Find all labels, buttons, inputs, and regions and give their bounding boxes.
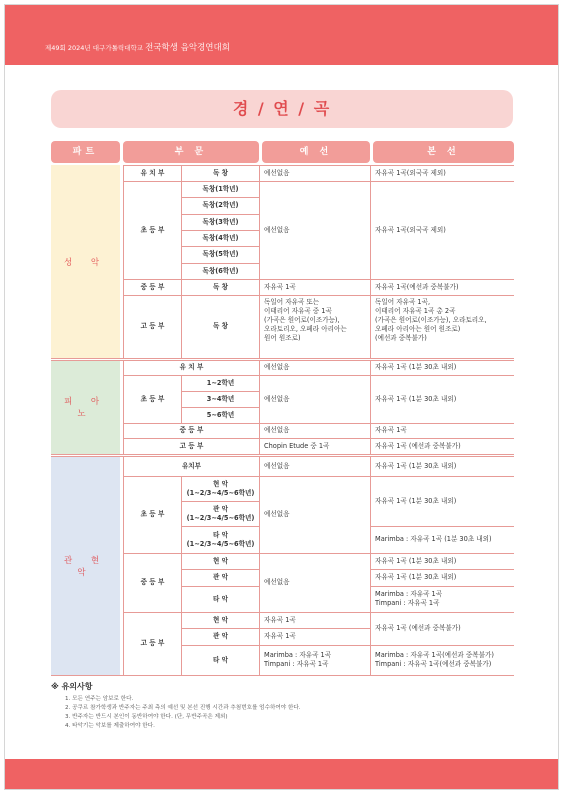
- piano-kinder-prelim: 예선없음: [259, 360, 370, 375]
- vocal-elem-final: 자유곡 1곡(외국곡 제외): [370, 181, 514, 279]
- orch-high-final-perc: Marimba : 자유곡 1곡(예선과 중복불가) Timpani : 자유곡 1곡(예선과 중복불가): [370, 645, 514, 675]
- header-category: 부 문: [123, 141, 259, 163]
- vocal-elem-div: 초 등 부: [123, 181, 181, 279]
- orch-middle-perc: 타 악: [181, 586, 259, 612]
- orch-high-strings: 현 악: [181, 612, 259, 628]
- note-item: 1. 모든 연주는 암보로 한다.: [65, 696, 134, 702]
- grid-line: [181, 214, 259, 215]
- orch-elem-prelim: 예선없음: [259, 476, 370, 553]
- grid-line: [181, 407, 259, 408]
- vocal-kinder-sub: 독 창: [181, 165, 259, 181]
- note-item: 2. 공쿠르 참가학생과 반주자는 주최 측의 예선 및 본선 진행 시간과 추첨번호를 엄수하여야 한다.: [65, 705, 301, 711]
- orch-elem-perc: 타 악 (1~2/3~4/5~6학년): [181, 526, 259, 553]
- note-item: 3. 반주자는 반드시 본인이 동반하여야 한다. (단, 무반주곡은 제외): [65, 714, 228, 720]
- piano-middle-final: 자유곡 1곡: [370, 423, 514, 438]
- notes-section: [51, 681, 521, 731]
- vocal-high-final: 독일어 자유곡 1곡, 이태리어 자유곡 1곡 총 2곡 (가곡은 원어로(이조가능), 오라토리오, 오페라 아리아는 원어 원조로) (예선과 중복불가): [370, 295, 514, 358]
- orch-high-perc: 타 악: [181, 645, 259, 675]
- vocal-middle-sub: 독 창: [181, 279, 259, 295]
- orch-high-prelim-w: 자유곡 1곡: [259, 628, 370, 645]
- grid-line: [123, 553, 514, 554]
- orch-high-final-sw: 자유곡 1곡 (예선과 중복불가): [370, 612, 514, 645]
- orch-middle-final-w: 자유곡 1곡 (1분 30초 내외): [370, 569, 514, 586]
- vocal-middle-final: 자유곡 1곡(예선과 중복불가): [370, 279, 514, 295]
- banner-title: 제49회 2024년 대구가톨릭대학교 전국학생 음악경연대회: [45, 43, 230, 53]
- header-part: 파트: [51, 141, 120, 163]
- footer-banner: [5, 759, 558, 789]
- grid-line: [123, 612, 514, 613]
- grid-line: [123, 165, 514, 166]
- piano-elem-prelim: 예선없음: [259, 375, 370, 423]
- vocal-elem-prelim: 예선없음: [259, 181, 370, 279]
- grid-line: [51, 456, 514, 457]
- grid-line: [181, 526, 259, 527]
- vocal-kinder-div: 유 치 부: [123, 165, 181, 181]
- piano-middle-div: 중 등 부: [123, 423, 259, 438]
- orch-high-prelim-perc: Marimba : 자유곡 1곡 Timpani : 자유곡 1곡: [259, 645, 370, 675]
- orch-high-winds: 관 악: [181, 628, 259, 645]
- grid-line: [51, 360, 514, 361]
- vocal-elem-grade: 독창(5학년): [181, 246, 259, 263]
- grid-line: [123, 438, 514, 439]
- note-item: 4. 타악기는 악보를 제출하여야 한다.: [65, 723, 155, 729]
- piano-elem-final: 자유곡 1곡 (1분 30초 내외): [370, 375, 514, 423]
- orch-elem-div: 초 등 부: [123, 476, 181, 553]
- piano-high-div: 고 등 부: [123, 438, 259, 454]
- vocal-high-div: 고 등 부: [123, 295, 181, 358]
- grid-line: [181, 569, 259, 570]
- orch-middle-prelim: 예선없음: [259, 553, 370, 612]
- grid-line: [123, 476, 514, 477]
- grid-line: [181, 628, 370, 629]
- grid-line: [51, 675, 514, 676]
- vocal-middle-div: 중 등 부: [123, 279, 181, 295]
- page: [4, 4, 559, 790]
- notes-title: ※ 유의사항: [51, 682, 93, 691]
- grid-line: [181, 391, 259, 392]
- orch-kinder-prelim: 예선없음: [259, 456, 370, 476]
- grid-line: [51, 454, 514, 455]
- piano-high-prelim: Chopin Etude 중 1곡: [259, 438, 370, 454]
- orch-kinder-final: 자유곡 1곡 (1분 30초 내외): [370, 456, 514, 476]
- section-piano: 피 아 노: [51, 360, 120, 454]
- piano-kinder-final: 자유곡 1곡 (1분 30초 내외): [370, 360, 514, 375]
- header-banner: [5, 5, 558, 65]
- grid-line: [370, 526, 514, 527]
- grid-line: [370, 569, 514, 570]
- grid-line: [181, 246, 259, 247]
- grid-line: [123, 375, 514, 376]
- orch-middle-winds: 관 악: [181, 569, 259, 586]
- vocal-kinder-final: 자유곡 1곡(외국곡 제외): [370, 165, 514, 181]
- section-orch: 관 현 악: [51, 456, 120, 675]
- orch-elem-final-perc: Marimba : 자유곡 1곡 (1분 30초 내외): [370, 526, 514, 553]
- grid-line: [123, 181, 514, 182]
- vocal-elem-grade: 독창(1학년): [181, 181, 259, 197]
- section-vocal: 성 악: [51, 165, 120, 358]
- grid-line: [181, 501, 259, 502]
- piano-elem-grade: 5~6학년: [181, 407, 259, 423]
- vocal-elem-grade: 독창(6학년): [181, 263, 259, 279]
- vocal-kinder-prelim: 예선없음: [259, 165, 370, 181]
- grid-line: [123, 295, 514, 296]
- grid-line: [181, 197, 259, 198]
- orch-elem-final-sw: 자유곡 1곡 (1분 30초 내외): [370, 476, 514, 526]
- orch-middle-strings: 현 악: [181, 553, 259, 569]
- piano-elem-grade: 1~2학년: [181, 375, 259, 391]
- vocal-middle-prelim: 자유곡 1곡: [259, 279, 370, 295]
- orch-middle-div: 중 등 부: [123, 553, 181, 612]
- orch-middle-final-s: 자유곡 1곡 (1분 30초 내외): [370, 553, 514, 569]
- grid-line: [181, 230, 259, 231]
- grid-line: [123, 423, 514, 424]
- vocal-elem-grade: 독창(2학년): [181, 197, 259, 214]
- grid-line: [123, 279, 514, 280]
- piano-elem-grade: 3~4학년: [181, 391, 259, 407]
- piano-elem-div: 초 등 부: [123, 375, 181, 423]
- vocal-high-prelim: 독일어 자유곡 또는 이태리어 자유곡 중 1곡 (가곡은 원어로(이조가능), 오라토리오, 오페라 아리아는 원어 원조로): [259, 295, 370, 358]
- header-prelim: 예 선: [262, 141, 370, 163]
- header-final: 본 선: [373, 141, 514, 163]
- grid-line: [181, 263, 259, 264]
- orch-elem-winds: 관 악 (1~2/3~4/5~6학년): [181, 501, 259, 526]
- vocal-high-sub: 독 창: [181, 295, 259, 358]
- orch-high-div: 고 등 부: [123, 612, 181, 675]
- grid-line: [370, 586, 514, 587]
- orch-elem-strings: 현 악 (1~2/3~4/5~6학년): [181, 476, 259, 501]
- page-title: 경 / 연 / 곡: [232, 99, 332, 118]
- vocal-elem-grade: 독창(3학년): [181, 214, 259, 230]
- grid-line: [51, 358, 514, 359]
- piano-high-final: 자유곡 1곡 (예선과 중복불가): [370, 438, 514, 454]
- piano-middle-prelim: 예선없음: [259, 423, 370, 438]
- vocal-elem-grade: 독창(4학년): [181, 230, 259, 246]
- grid-line: [181, 586, 259, 587]
- piano-kinder-div: 유 치 부: [123, 360, 259, 375]
- orch-kinder-div: 유치부: [123, 456, 259, 476]
- page-title-box: [51, 90, 513, 128]
- orch-high-prelim-s: 자유곡 1곡: [259, 612, 370, 628]
- orch-middle-final-perc: Marimba : 자유곡 1곡 Timpani : 자유곡 1곡: [370, 586, 514, 612]
- grid-line: [181, 645, 514, 646]
